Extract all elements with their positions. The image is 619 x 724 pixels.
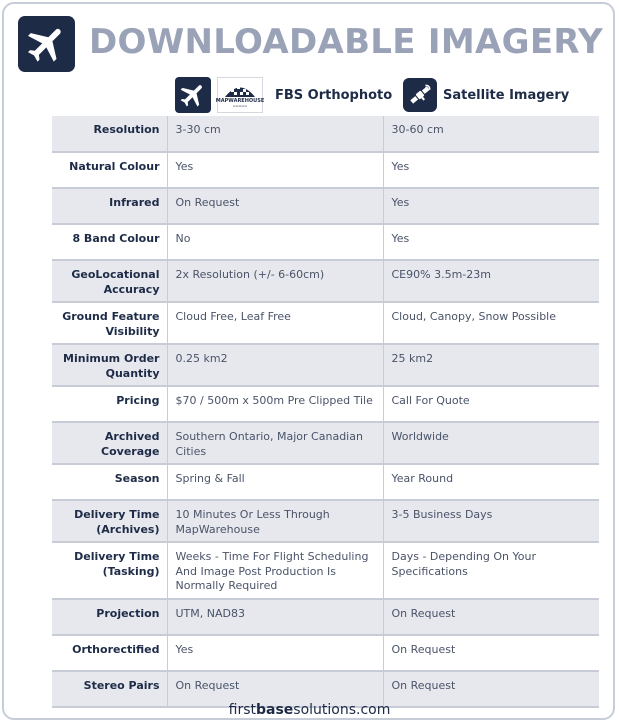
satellite-value: On Request (383, 599, 599, 635)
row-label: Ground Feature Visibility (52, 302, 167, 344)
footer-first: first (228, 702, 256, 718)
fbs-value: UTM, NAD83 (167, 599, 383, 635)
table-row (52, 344, 599, 386)
table-row (52, 386, 599, 422)
satellite-value: 30-60 cm (383, 116, 599, 152)
fbs-value: On Request (167, 188, 383, 224)
satellite-value: On Request (383, 671, 599, 707)
table-row (52, 188, 599, 224)
row-label: Resolution (52, 116, 167, 152)
satellite-icon (407, 82, 433, 108)
row-label: 8 Band Colour (52, 224, 167, 260)
satellite-value: 3-5 Business Days (383, 500, 599, 542)
fbs-logo (175, 77, 211, 113)
fbs-value: 2x Resolution (+/- 6-60cm) (167, 260, 383, 302)
row-label: Delivery Time (Tasking) (52, 542, 167, 599)
table-row (52, 224, 599, 260)
fbs-value: Yes (167, 635, 383, 671)
fbs-value: On Request (167, 671, 383, 707)
satellite-value: Cloud, Canopy, Snow Possible (383, 302, 599, 344)
mapwarehouse-logo (217, 77, 263, 113)
row-label: Orthorectified (52, 635, 167, 671)
satellite-value: Yes (383, 188, 599, 224)
fbs-value: Weeks - Time For Flight Scheduling And Image Post Production Is Normally Required (167, 542, 383, 599)
page-title: DOWNLOADABLE IMAGERY (89, 22, 603, 62)
satellite-column-header (403, 77, 569, 113)
fbs-value: Spring & Fall (167, 464, 383, 500)
table-row (52, 116, 599, 152)
table-row (52, 599, 599, 635)
satellite-value: On Request (383, 635, 599, 671)
fbs-value: 0.25 km2 (167, 344, 383, 386)
satellite-value: Worldwide (383, 422, 599, 464)
satellite-value: Call For Quote (383, 386, 599, 422)
row-label: Delivery Time (Archives) (52, 500, 167, 542)
satellite-value: Days - Depending On Your Specifications (383, 542, 599, 599)
footer-base: base (255, 702, 294, 718)
satellite-value: Yes (383, 152, 599, 188)
satellite-value: Yes (383, 224, 599, 260)
brand-logo (18, 16, 75, 72)
row-label: Infrared (52, 188, 167, 224)
mapwarehouse-wordmark: MAPWAREHOUSE (215, 98, 265, 104)
footer-domain: solutions.com (293, 702, 391, 718)
row-label: Pricing (52, 386, 167, 422)
table-row (52, 152, 599, 188)
comparison-table (52, 116, 599, 708)
fbs-value: Yes (167, 152, 383, 188)
fbs-value: Southern Ontario, Major Canadian Cities (167, 422, 383, 464)
table-row (52, 500, 599, 542)
satellite-value: 25 km2 (383, 344, 599, 386)
row-label: GeoLocational Accuracy (52, 260, 167, 302)
table-row (52, 302, 599, 344)
fbs-value: $70 / 500m x 500m Pre Clipped Tile (167, 386, 383, 422)
fbs-value: 3-30 cm (167, 116, 383, 152)
airplane-icon (24, 21, 70, 67)
fbs-value: 10 Minutes Or Less Through MapWarehouse (167, 500, 383, 542)
checkered-dome-icon (223, 82, 257, 98)
fbs-column-header (175, 77, 392, 113)
satellite-value: Year Round (383, 464, 599, 500)
row-label: Season (52, 464, 167, 500)
footer-website (0, 702, 619, 718)
table-row (52, 260, 599, 302)
airplane-icon (178, 80, 208, 110)
satellite-value: CE90% 3.5m-23m (383, 260, 599, 302)
fbs-column-title: FBS Orthophoto (275, 87, 393, 103)
mapwarehouse-tagline-mark: ▬▬▬▬▬ (232, 104, 248, 108)
fbs-value: Cloud Free, Leaf Free (167, 302, 383, 344)
row-label: Archived Coverage (52, 422, 167, 464)
row-label: Stereo Pairs (52, 671, 167, 707)
satellite-logo (403, 78, 437, 112)
satellite-column-title: Satellite Imagery (443, 87, 570, 103)
fbs-value: No (167, 224, 383, 260)
table-row (52, 464, 599, 500)
row-label: Natural Colour (52, 152, 167, 188)
row-label: Projection (52, 599, 167, 635)
row-label: Minimum Order Quantity (52, 344, 167, 386)
table-row (52, 635, 599, 671)
table-row (52, 422, 599, 464)
table-row (52, 542, 599, 599)
